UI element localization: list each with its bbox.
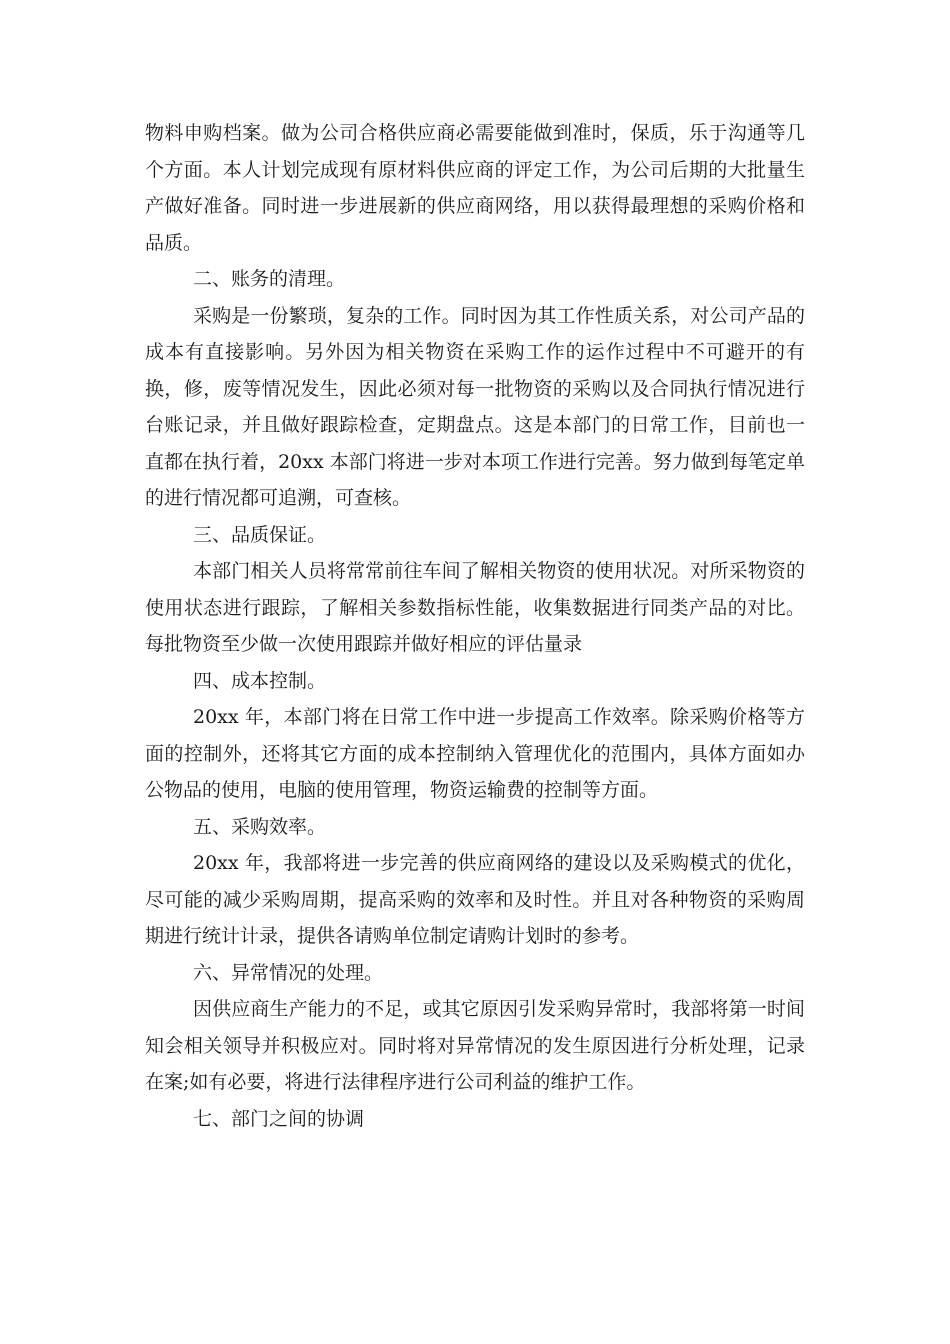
text-line: 四、成本控制。 <box>193 669 327 692</box>
text-line: 六、异常情况的处理。 <box>193 961 384 984</box>
text-line: 的进行情况都可追溯，可查核。 <box>145 487 412 509</box>
text-line: 尽可能的减少采购周期，提高采购的效率和及时性。并且对各种物资的采购周 <box>145 888 805 911</box>
text-line: 每批物资至少做一次使用跟踪并做好相应的评估量录 <box>145 633 583 655</box>
text-line: 物料申购档案。做为公司合格供应商必需要能做到准时，保质，乐于沟通等几 <box>145 122 805 144</box>
text-line: 五、采购效率。 <box>193 815 327 838</box>
text-line: 知会相关领导并积极应对。同时将对异常情况的发生原因进行分析处理，记录 <box>145 1034 805 1057</box>
text-line: 因供应商生产能力的不足，或其它原因引发采购异常时，我部将第一时间 <box>193 998 805 1020</box>
text-line: 本部门相关人员将常常前往车间了解相关物资的使用状况。对所采物资的 <box>193 560 805 582</box>
text-line: 台账记录，并且做好跟踪检查，定期盘点。这是本部门的日常工作，目前也一 <box>145 414 805 436</box>
text-line: 使用状态进行跟踪，了解相关参数指标性能，收集数据进行同类产品的对比。 <box>145 596 805 619</box>
text-line: 七、部门之间的协调 <box>193 1107 365 1130</box>
text-line: 换，修，废等情况发生，因此必须对每一批物资的采购以及合同执行情况进行 <box>145 377 805 400</box>
text-line: 直都在执行着，20xx 本部门将进一步对本项工作进行完善。努力做到每笔定单 <box>145 450 805 473</box>
text-line: 20xx 年，本部门将在日常工作中进一步提高工作效率。除采购价格等方 <box>193 706 805 728</box>
text-line: 20xx 年，我部将进一步完善的供应商网络的建设以及采购模式的优化， <box>193 852 805 874</box>
text-line: 面的控制外，还将其它方面的成本控制纳入管理优化的范围内，具体方面如办 <box>145 742 805 765</box>
text-line: 在案;如有必要，将进行法律程序进行公司利益的维护工作。 <box>145 1071 646 1093</box>
document-body <box>145 115 805 1137</box>
text-line: 个方面。本人计划完成现有原材料供应商的评定工作，为公司后期的大批量生 <box>145 158 805 181</box>
text-line: 采购是一份繁琐，复杂的工作。同时因为其工作性质关系，对公司产品的 <box>193 304 805 327</box>
text-line: 品质。 <box>145 231 203 254</box>
text-line: 成本有直接影响。另外因为相关物资在采购工作的运作过程中不可避开的有 <box>145 341 805 363</box>
text-line: 三、品质保证。 <box>193 523 327 546</box>
text-line: 公物品的使用，电脑的使用管理，物资运输费的控制等方面。 <box>145 779 659 801</box>
text-line: 期进行统计计录，提供各请购单位制定请购计划时的参考。 <box>145 925 640 947</box>
text-line: 二、账务的清理。 <box>193 268 346 290</box>
text-line: 产做好准备。同时进一步进展新的供应商网络，用以获得最理想的采购价格和 <box>145 195 805 217</box>
